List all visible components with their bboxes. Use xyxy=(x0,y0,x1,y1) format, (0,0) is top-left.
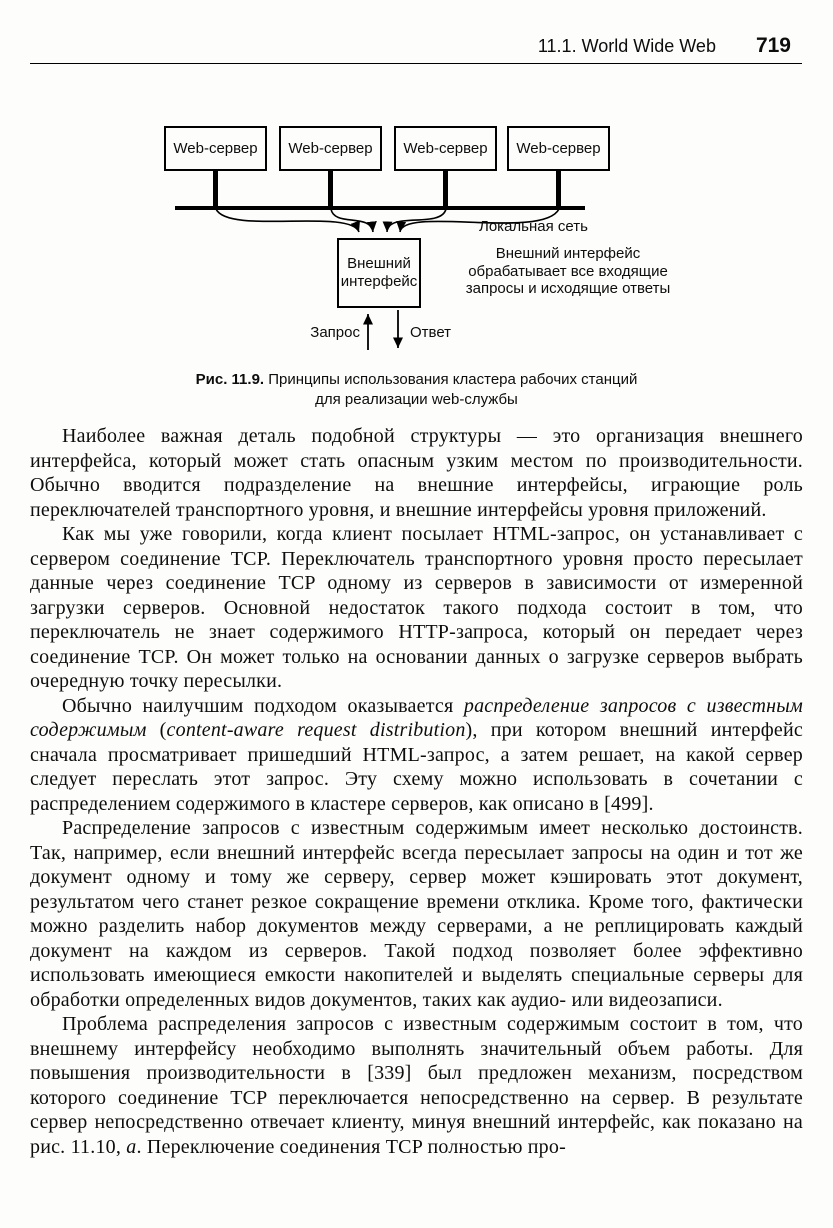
request-label: Запрос xyxy=(310,324,360,341)
figure-caption-line1 xyxy=(0,370,833,390)
web-server-box: Web-сервер xyxy=(279,126,382,171)
paragraph-text: Наиболее важная деталь подобной структуры — это организация внешнего интерфейса, который может стать опасным узким местом по производительности. Обычно вводится подразделение на внешние интерфейсы, играющие роль переключателей транспортного уровня, и внешние интерфейсы уровня приложений. xyxy=(30,425,803,521)
page-number: 719 xyxy=(755,34,791,57)
paragraph xyxy=(30,424,803,522)
section-title: 11.1. World Wide Web xyxy=(537,36,716,56)
paragraph xyxy=(30,522,803,694)
paragraph-text: Проблема распределения запросов с известным содержимым состоит в том, что внешнему интерфейсу необходимо выполнять значительный объем работы. Для повышения производительности в [339] был предложен механизм, посредством которого соединение TCP переключается непосредственно на сервер. В результате сервер непосредственно отвечает клиенту, минуя внешний интерфейс, как показано на рис. 11.10, xyxy=(30,1013,803,1158)
paragraph-text: Обычно наилучшим подходом оказывается xyxy=(62,694,464,717)
figure-part-letter: а xyxy=(126,1135,137,1158)
incoming-flow-arrow-icon xyxy=(216,209,359,232)
frontend-note xyxy=(448,245,688,298)
incoming-flow-arrow-icon xyxy=(331,209,373,232)
paragraph xyxy=(30,816,803,1012)
figure-caption-text: Принципы использования кластера рабочих станций xyxy=(268,371,638,388)
figure-caption xyxy=(0,370,833,410)
term-italic: распределение запросов с известным содержимым xyxy=(30,694,803,741)
figure-diagram xyxy=(0,118,833,370)
frontend-note-line3: запросы и исходящие ответы xyxy=(465,280,671,297)
response-label: Ответ xyxy=(410,324,452,341)
frontend-box-line2: интерфейс xyxy=(340,273,418,290)
paragraph xyxy=(30,1012,803,1159)
paragraph xyxy=(30,694,803,817)
incoming-flow-arrow-icon xyxy=(387,209,446,232)
figure-number: Рис. 11.9. xyxy=(195,371,265,388)
paragraph-text: Как мы уже говорили, когда клиент посылает HTML-запрос, он устанавливает с сервером соединение TCP. Переключатель транспортного уровня просто пересылает данные через соединение TCP одному из серверов в зависимости от измеренной загрузки серверов. Основной недостаток такого подхода состоит в том, что переключатель не знает содержимого HTTP-запроса, который он передает через соединение TCP. Он может только на основании данных о загрузке серверов выбрать очередную точку пересылки. xyxy=(30,523,803,692)
paragraph-text: ), при котором внешний интерфейс сначала просматривает пришедший HTML-запрос, а затем решает, на какой сервер следует переслать этот запрос. Эту схему можно использовать в сочетании с распределением содержимого в кластере серверов, как описано в [499]. xyxy=(30,719,803,815)
web-server-box: Web-сервер xyxy=(394,126,497,171)
web-server-box: Web-сервер xyxy=(507,126,610,171)
frontend-note-line2: обрабатывает все входящие xyxy=(468,262,668,280)
term-italic-en: content-aware request distribution xyxy=(166,719,466,741)
paragraph-text: ( xyxy=(146,719,167,741)
paragraph-text: . Переключение соединения TCP полностью про- xyxy=(136,1135,566,1158)
paragraph-text: Распределение запросов с известным содержимым имеет несколько достоинств. Так, например, если внешний интерфейс всегда пересылает запросы на один и тот же документ одному и тому же серверу, сервер может кэшировать этот документ, результатом чего станет резкое сокращение времени отклика. Кроме того, фактически можно разделить набор документов между серверами, а не реплицировать каждый документ на каждом из серверов. Такой подход позволяет более эффективно использовать имеющиеся емкости накопителей и выделять специальные серверы для обработки определенных видов документов, таких как аудио- или видеозаписи. xyxy=(30,817,803,1011)
frontend-box-line1: Внешний xyxy=(347,255,411,272)
lan-label: Локальная сеть xyxy=(479,218,588,235)
header-rule xyxy=(30,63,802,64)
web-server-box: Web-сервер xyxy=(164,126,267,171)
figure-caption-line2: для реализации web-службы xyxy=(315,391,518,408)
running-header xyxy=(30,34,803,58)
body-text xyxy=(30,424,803,1159)
frontend-box xyxy=(337,238,421,308)
frontend-note-line1: Внешний интерфейс xyxy=(495,245,641,262)
